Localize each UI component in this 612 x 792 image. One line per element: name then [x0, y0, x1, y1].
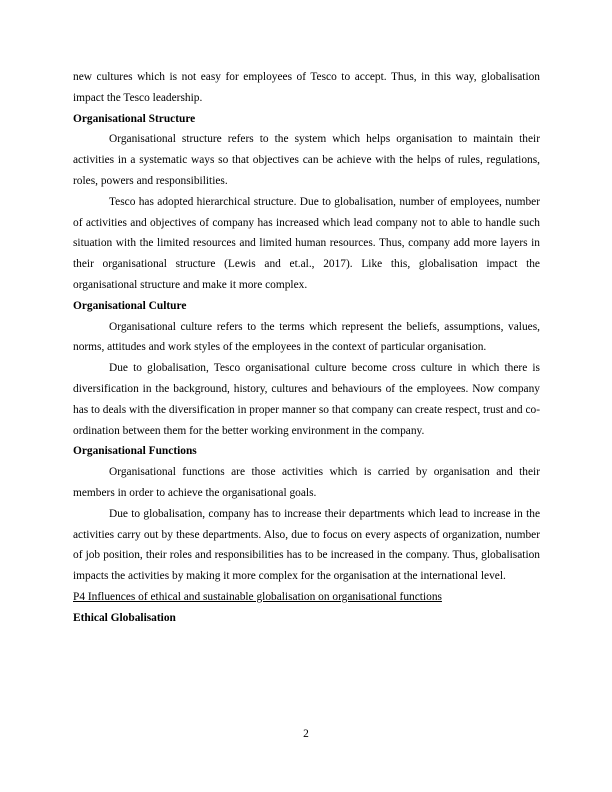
- document-page: [73, 67, 540, 629]
- organisational-functions-heading: Organisational Functions: [73, 445, 197, 458]
- p4-section-heading: P4 Influences of ethical and sustainable globalisation on organisational functions: [73, 590, 442, 603]
- organisational-culture-heading: Organisational Culture: [73, 299, 187, 312]
- functions-paragraph-1: Organisational functions are those activities which is carried by organisation and their members in order to achieve the organisational goals.: [73, 466, 540, 499]
- page-number: 2: [303, 728, 309, 740]
- organisational-structure-heading: Organisational Structure: [73, 112, 196, 125]
- ethical-globalisation-heading: Ethical Globalisation: [73, 611, 176, 624]
- culture-paragraph-2: Due to globalisation, Tesco organisational culture become cross culture in which there is diversification in the background, history, cultures and behaviours of the employees. Now company has to deals with the diversification in proper manner so that company can create respect, trust and co-ordination between them for the better working environment in the company.: [73, 362, 540, 437]
- structure-paragraph-2: Tesco has adopted hierarchical structure. Due to globalisation, number of employees, number of activities and objectives of company has increased which lead company not to able to handle such situation with the limited resources and limited human resources. Thus, company add more layers in their organisational structure (Lewis and et.al., 2017). Like this, globalisation impact the organisational structure and make it more complex.: [73, 195, 540, 291]
- intro-paragraph: new cultures which is not easy for employees of Tesco to accept. Thus, in this way, globalisation impact the Tesco leadership.: [73, 71, 540, 104]
- culture-paragraph-1: Organisational culture refers to the terms which represent the beliefs, assumptions, values, norms, attitudes and work styles of the employees in the context of particular organisation.: [73, 320, 540, 354]
- functions-paragraph-2: Due to globalisation, company has to increase their departments which lead to increase in the activities carry out by these departments. Also, due to focus on every aspects of organization, number of job position, their roles and responsibilities has to be increased in the company. Thus, globalisation impacts the activities by making it more complex for the organisation at the international level.: [73, 507, 540, 583]
- structure-paragraph-1: Organisational structure refers to the system which helps organisation to maintain their activities in a systematic ways so that objectives can be achieve with the helps of rules, regulations, roles, powers and responsibilities.: [73, 133, 540, 187]
